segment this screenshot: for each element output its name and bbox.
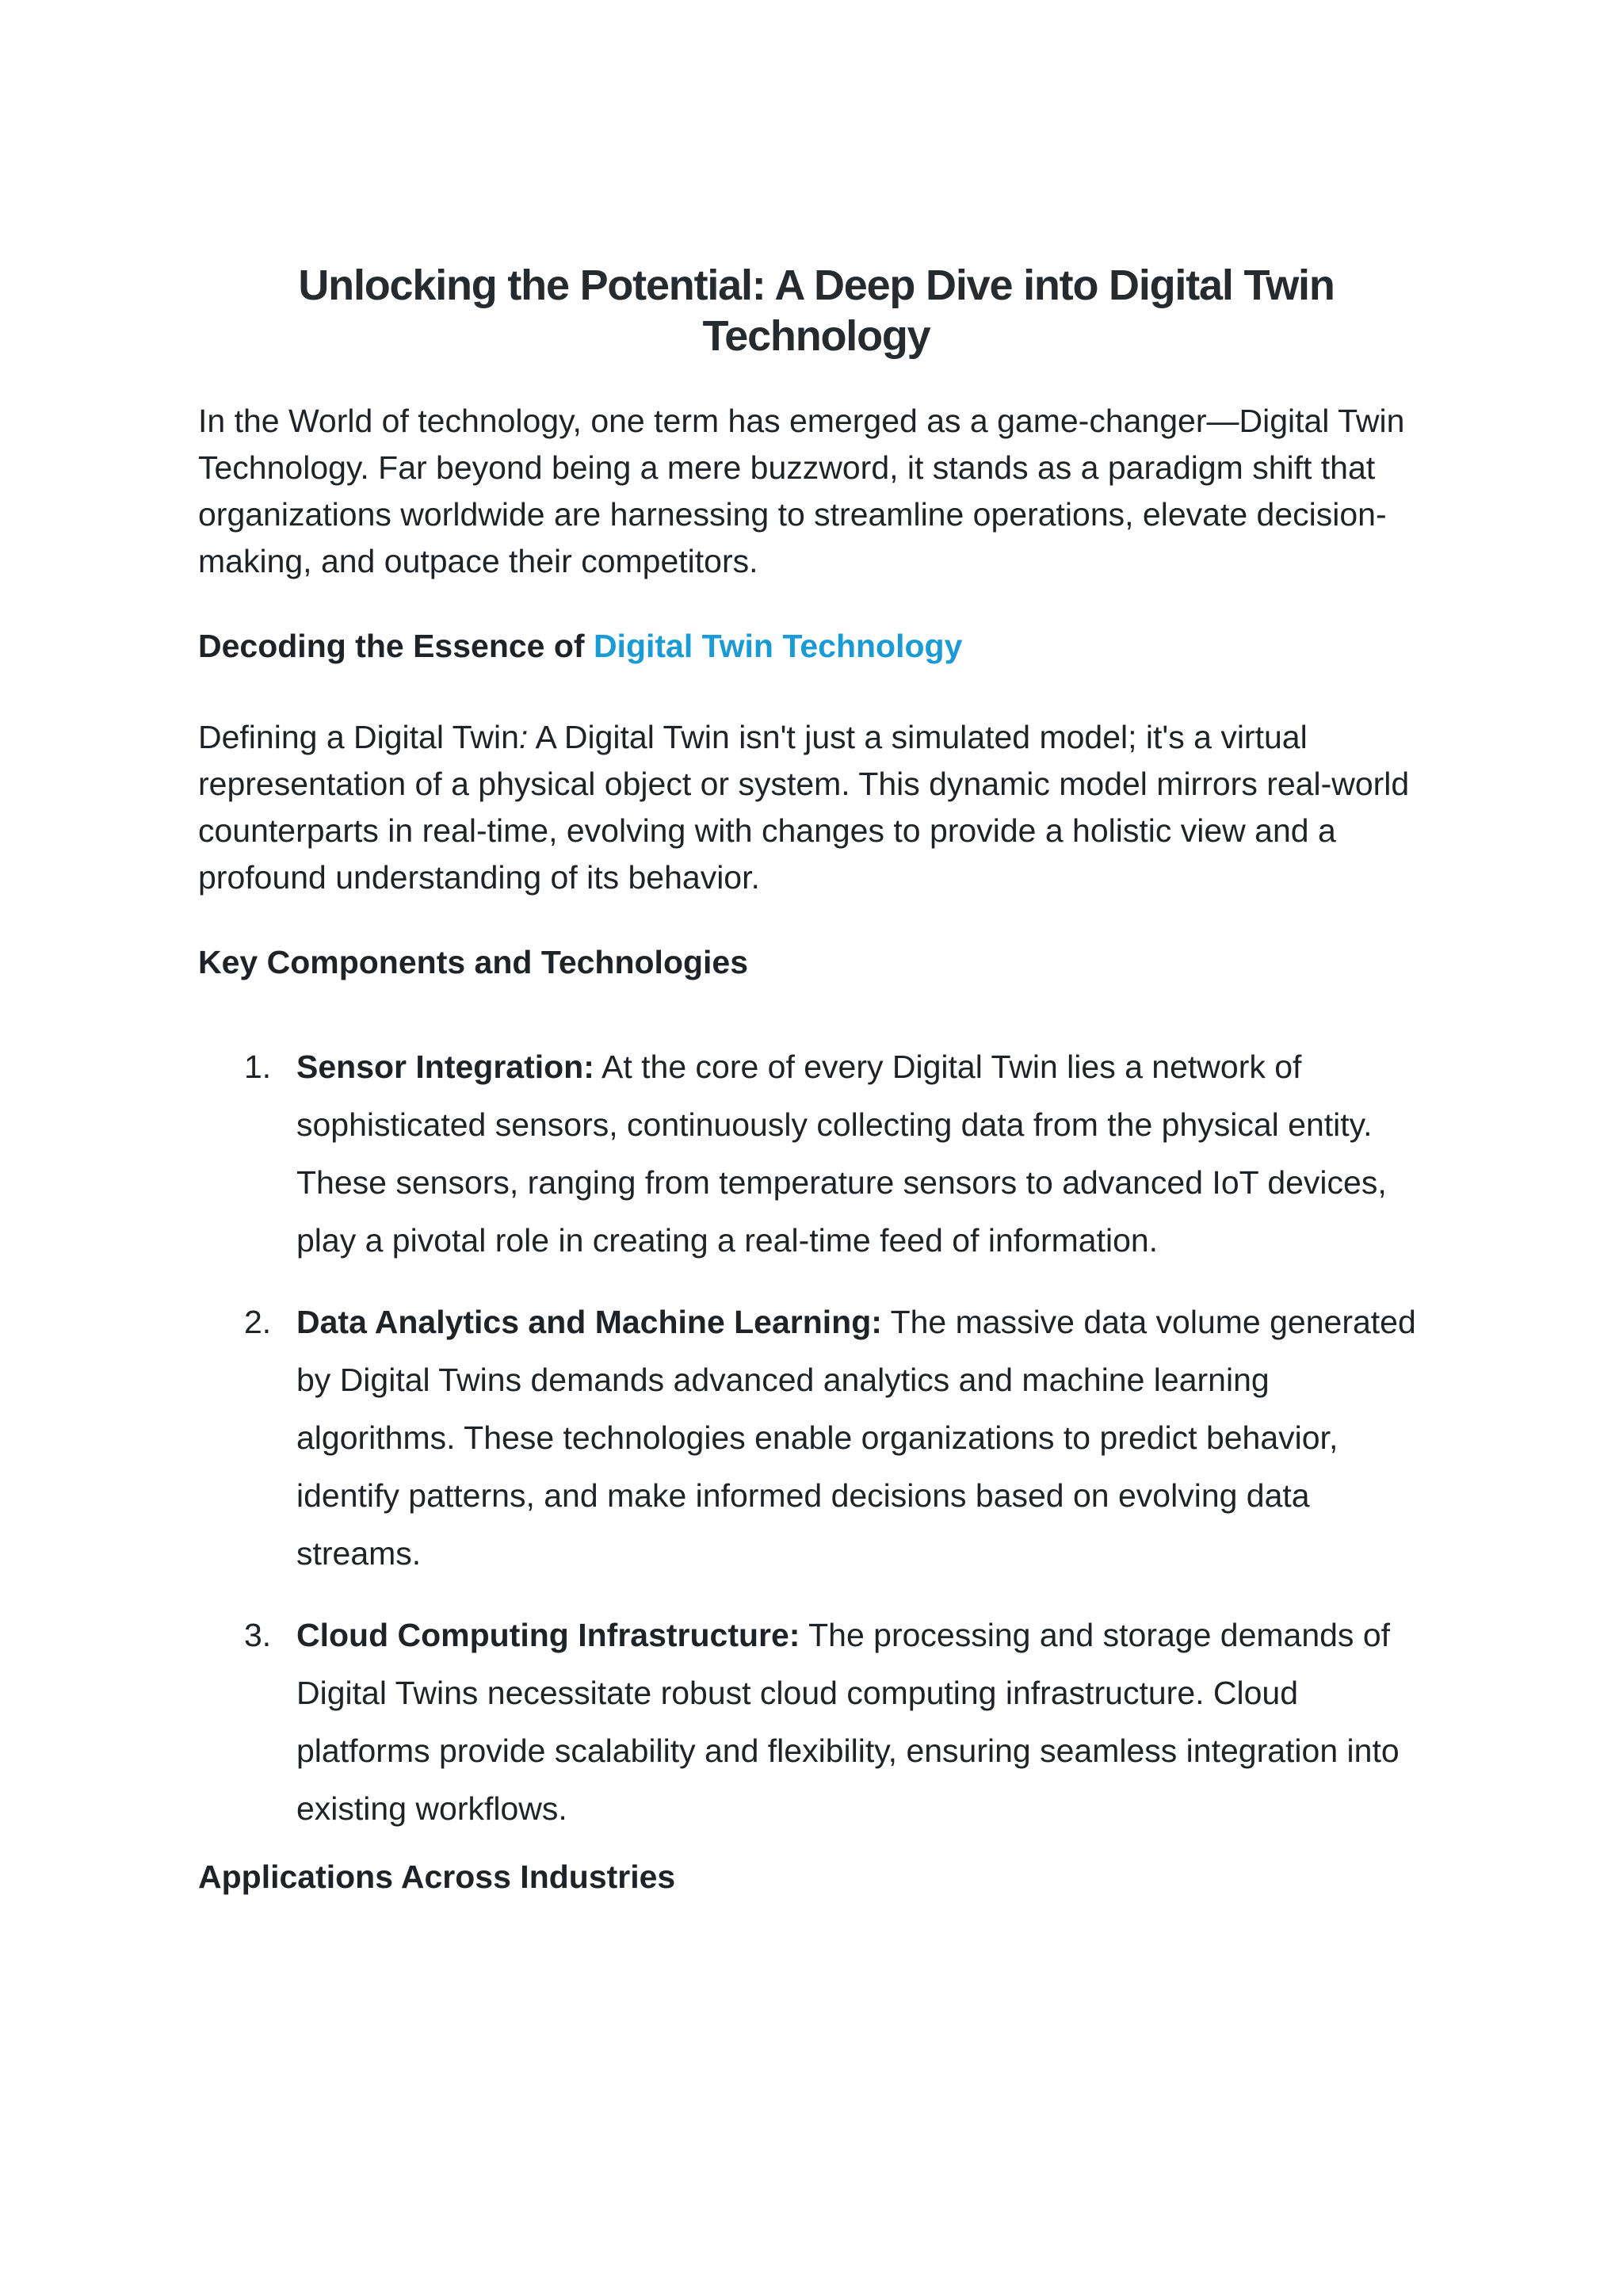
section-heading-essence <box>198 623 1434 670</box>
title-line-2: Technology <box>702 312 930 360</box>
intro-paragraph: In the World of technology, one term has emerged as a game-changer—Digital Twin Technology. Far beyond being a mere buzzword, it stands as a paradigm shift that organizations worldwide are harnessing to streamline operations, elevate decision-making, and outpace their competitors. <box>198 403 1405 579</box>
section-heading-key-components: Key Components and Technologies <box>198 944 749 980</box>
list-term: Cloud Computing Infrastructure: <box>296 1617 800 1653</box>
definition-lead: Defining a Digital Twin <box>198 719 519 755</box>
heading-prefix: Decoding the Essence of <box>198 628 594 664</box>
list-item <box>198 1606 1434 1838</box>
document-page <box>198 260 1434 1945</box>
definition-colon: : <box>518 719 529 755</box>
definition-body: A Digital Twin isn't just a simulated model; it's a virtual representation of a physical object or system. This dynamic model mirrors real-world counterparts in real-time, evolving with changes to provide a holistic view and a profound understanding of its behavior. <box>198 719 1410 896</box>
section-heading-applications: Applications Across Industries <box>198 1859 676 1895</box>
list-text: The massive data volume generated by Digital Twins demands advanced analytics and machine learning algorithms. These technologies enable organizations to predict behavior, identify patterns, and make informed decisions based on evolving data streams. <box>296 1304 1416 1572</box>
list-item <box>198 1038 1434 1270</box>
list-number: 1. <box>244 1049 272 1085</box>
list-number: 2. <box>244 1304 272 1340</box>
list-term: Sensor Integration: <box>296 1049 594 1085</box>
list-text: The processing and storage demands of Digital Twins necessitate robust cloud computing infrastructure. Cloud platforms provide scalability and flexibility, ensuring seamless integration into existing workflows. <box>296 1617 1400 1827</box>
definition-paragraph <box>198 714 1434 901</box>
page-title <box>198 260 1434 361</box>
list-term: Data Analytics and Machine Learning: <box>296 1304 882 1340</box>
components-list <box>198 1038 1434 1838</box>
list-number: 3. <box>244 1617 272 1653</box>
title-line-1: Unlocking the Potential: A Deep Dive into Digital Twin <box>298 262 1335 309</box>
digital-twin-technology-link[interactable]: Digital Twin Technology <box>593 628 963 664</box>
list-text: At the core of every Digital Twin lies a network of sophisticated sensors, continuously collecting data from the physical entity. These sensors, ranging from temperature sensors to advanced IoT devices, play a pivotal role in creating a real-time feed of information. <box>296 1049 1387 1259</box>
list-item <box>198 1293 1434 1583</box>
